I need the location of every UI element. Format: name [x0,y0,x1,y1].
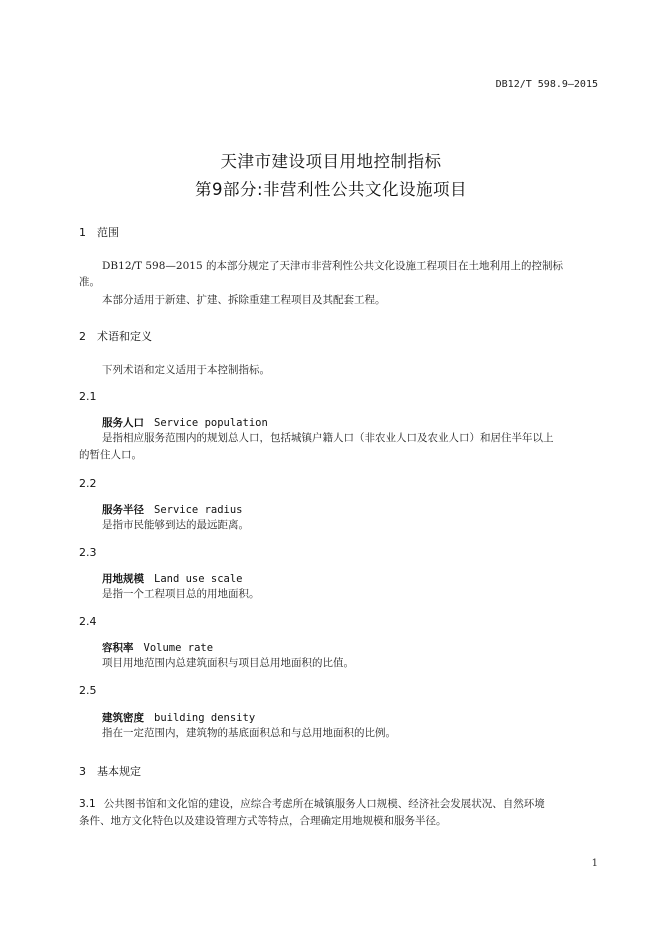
document-code: DB12/T 598.9—2015 [495,79,598,90]
clause-number: 3.1 [79,798,96,810]
term-chinese: 用地规模 [102,573,144,585]
term-chinese: 服务人口 [102,417,144,429]
term [102,640,213,655]
clause-line [79,796,545,813]
term-chinese: 建筑密度 [102,712,144,724]
term [102,415,268,430]
clause-number: 2.2 [79,477,97,490]
term [102,710,255,725]
term-english: Service population [154,417,268,429]
section-title: 基本规定 [97,765,141,778]
paragraph: 下列术语和定义适用于本控制指标。 [102,364,270,376]
clause-text: 公共图书馆和文化馆的建设，应综合考虑所在城镇服务人口规模、经济社会发展状况、自然环境 [103,798,545,810]
paragraph-line: DB12/T 598—2015 的本部分规定了天津市非营利性公共文化设施工程项目在土地利用上的控制标 [102,260,563,272]
section-title: 范围 [97,226,119,239]
definition-line: 的暂住人口。 [79,449,142,461]
definition-line: 项目用地范围内总建筑面积与项目总用地面积的比值。 [102,657,354,669]
section-title: 术语和定义 [97,330,152,343]
term [102,571,243,586]
section-2-heading [79,328,152,344]
term-chinese: 服务半径 [102,504,144,516]
term-english: Service radius [154,504,243,516]
page-number: 1 [591,858,598,869]
paragraph-line: 准。 [79,276,100,288]
term-english: Volume rate [143,642,214,654]
section-number: 2 [79,330,86,343]
term-english: building density [154,712,256,724]
document-subtitle: 第9部分:非营利性公共文化设施项目 [194,180,468,199]
clause-number: 2.3 [79,546,97,559]
definition-line: 是指一个工程项目总的用地面积。 [102,588,260,600]
paragraph: 本部分适用于新建、扩建、拆除重建工程项目及其配套工程。 [102,294,386,306]
clause-line: 条件、地方文化特色以及建设管理方式等特点，合理确定用地规模和服务半径。 [79,815,447,827]
term [102,502,243,517]
term-chinese: 容积率 [102,642,134,654]
definition-line: 是指相应服务范围内的规划总人口，包括城镇户籍人口（非农业人口及农业人口）和居住半年以上 [102,432,554,444]
definition-line: 是指市民能够到达的最远距离。 [102,519,249,531]
clause-number: 2.4 [79,615,97,628]
clause-number: 2.5 [79,684,97,697]
section-number: 1 [79,226,86,239]
document-title: 天津市建设项目用地控制指标 [220,152,442,171]
definition-line: 指在一定范围内，建筑物的基底面积总和与总用地面积的比例。 [102,727,396,739]
section-number: 3 [79,765,86,778]
section-1-heading [79,224,119,240]
clause-number: 2.1 [79,390,97,403]
section-3-heading [79,763,141,779]
term-english: Land use scale [154,573,243,585]
